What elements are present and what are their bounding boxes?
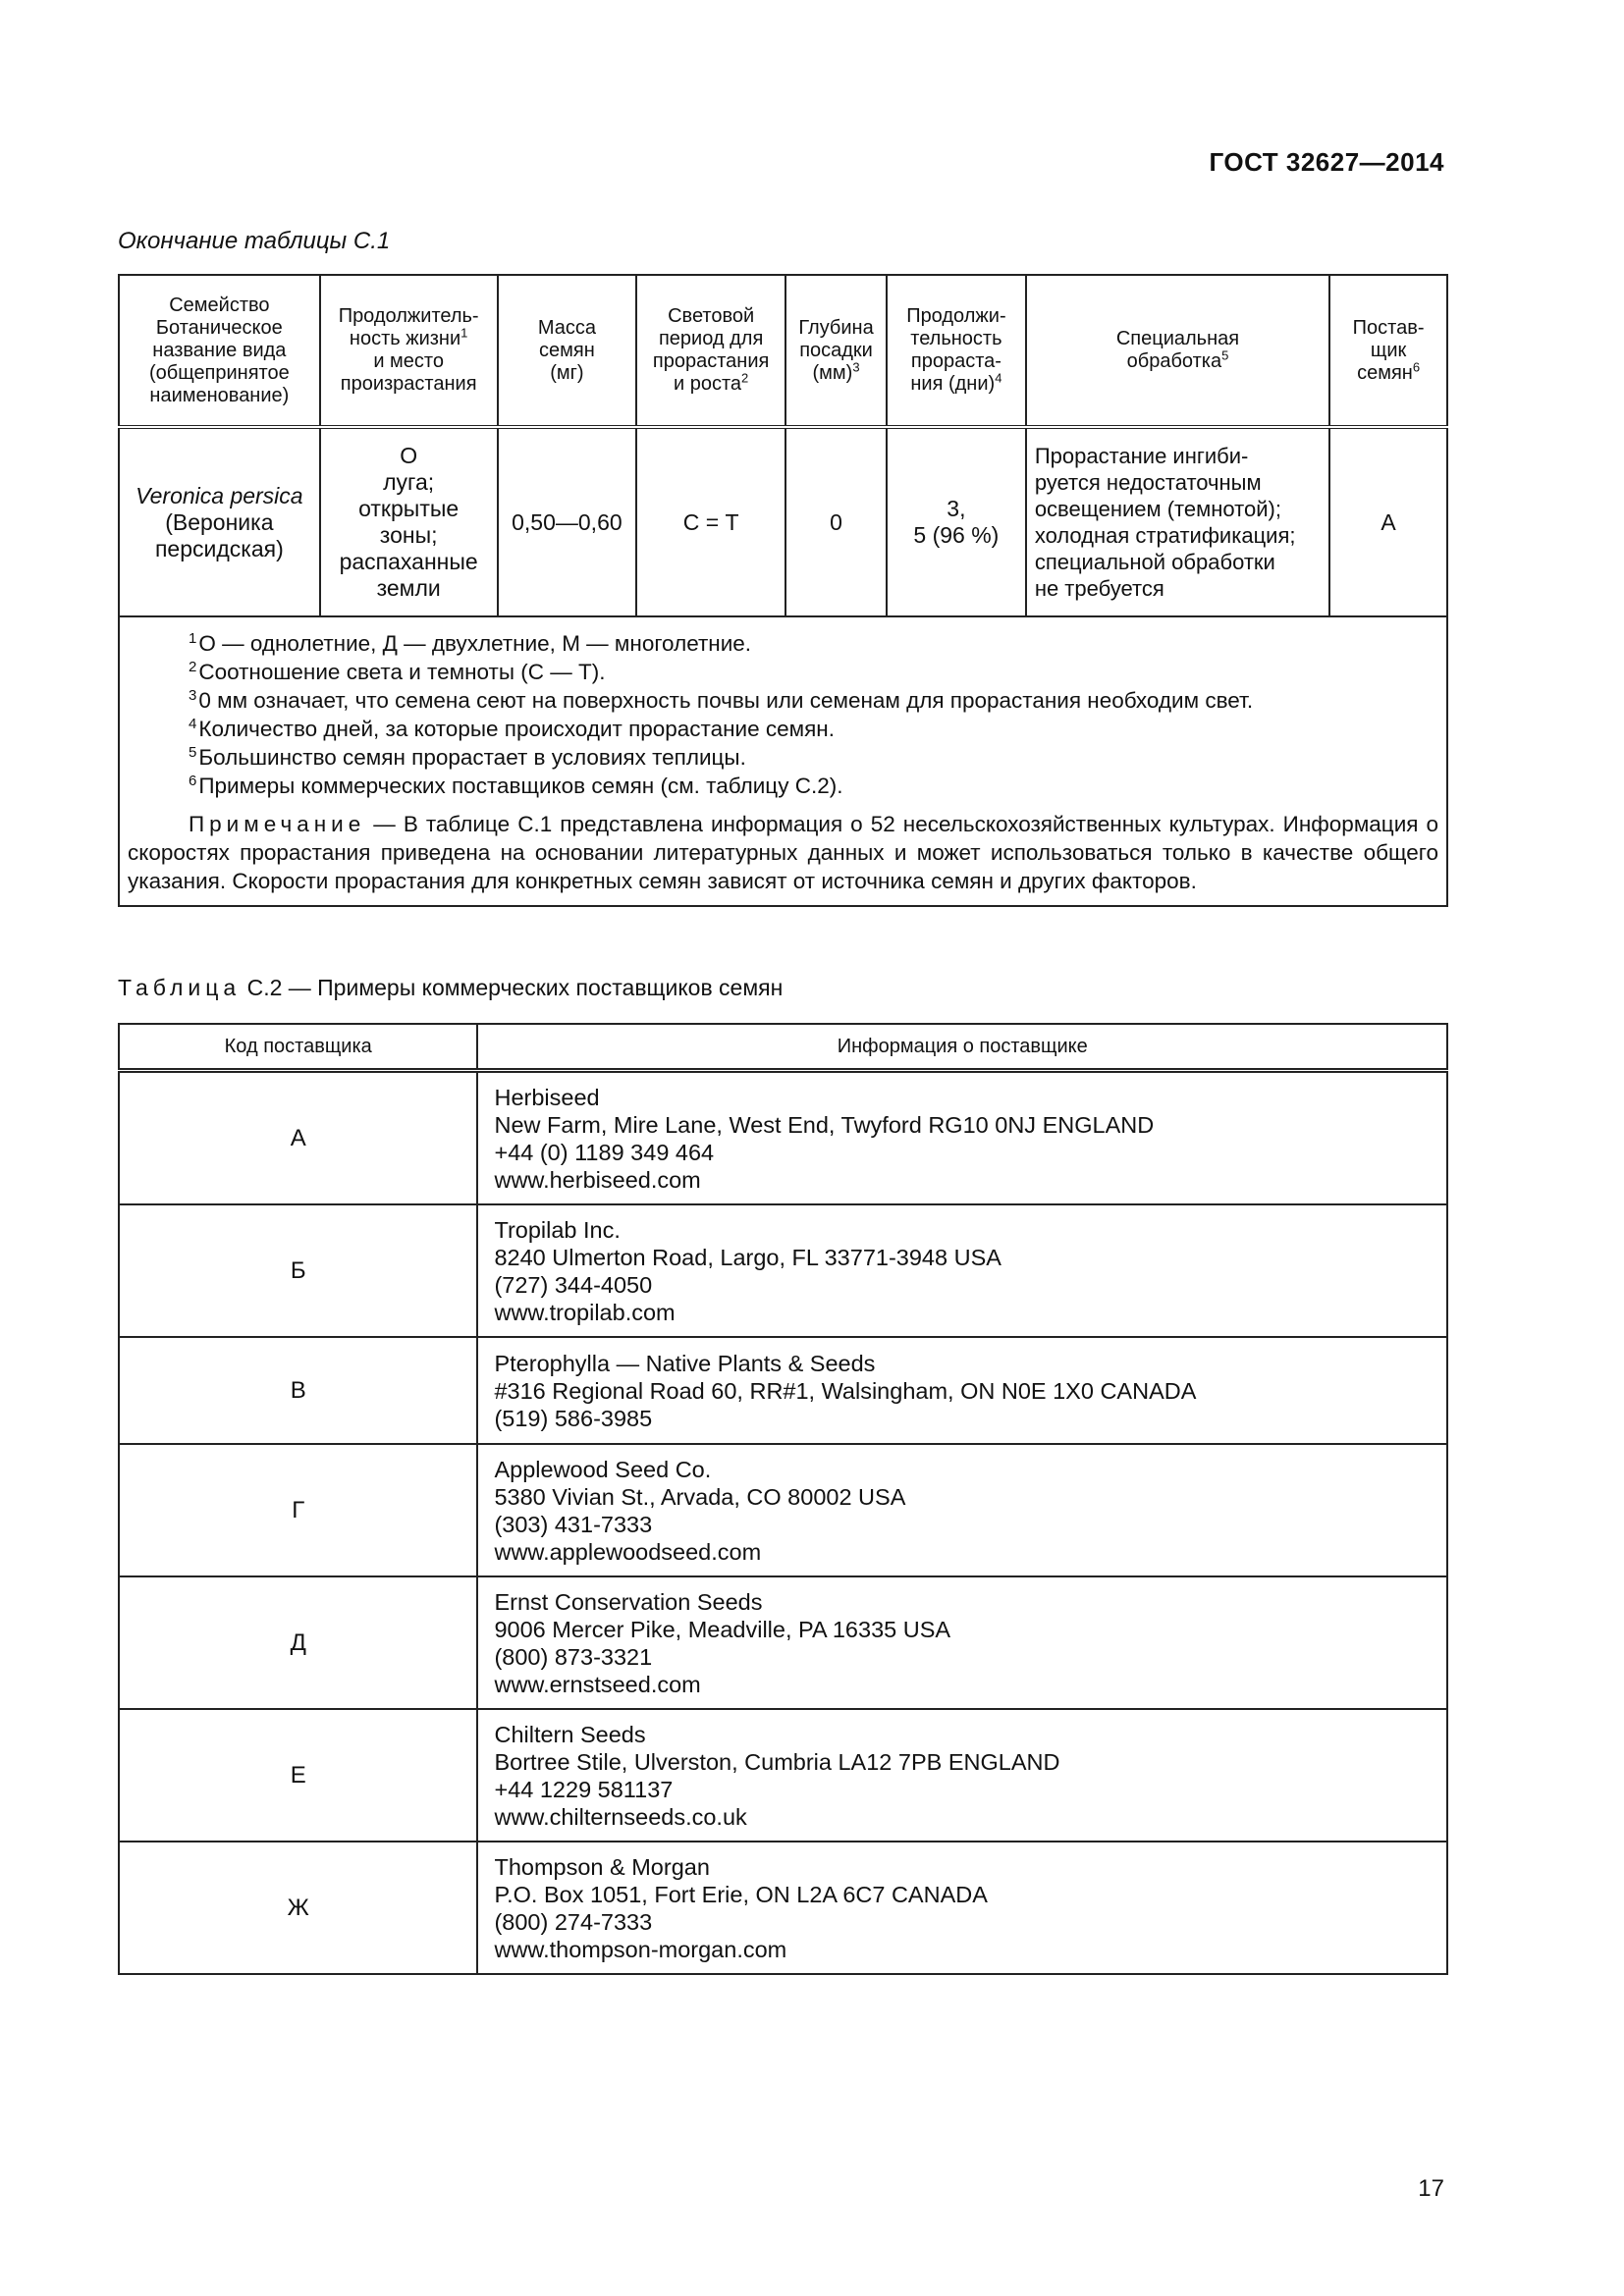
header-treatment: Специальная обработка$^5$ bbox=[1026, 275, 1329, 427]
cell-life: О луга; открытые зоны; распаханные земли bbox=[320, 427, 498, 616]
header-life: Продолжитель- ность жизни$^1$ и место произрастания bbox=[320, 275, 498, 427]
table-row bbox=[119, 1576, 1447, 1709]
cell-treatment: Прорастание ингиби- руется недостаточным освещением (темнотой); холодная стратификация; специальной обработки не требуется bbox=[1026, 427, 1329, 616]
cell-days: 3, 5 (96 %) bbox=[887, 427, 1026, 616]
supplier-code: Б bbox=[119, 1204, 477, 1337]
footnote: $^3$0 мм означает, что семена сеют на поверхность почвы или семенам для прорастания необходим свет. bbox=[189, 686, 1254, 713]
table2-header-row bbox=[119, 1024, 1447, 1071]
table1-data-row bbox=[119, 427, 1447, 616]
supplier-code: А bbox=[119, 1071, 477, 1205]
table-row bbox=[119, 1709, 1447, 1842]
supplier-info: Tropilab Inc. 8240 Ulmerton Road, Largo, FL 33771-3948 USA (727) 344-4050 www.tropilab.com bbox=[477, 1204, 1447, 1337]
cell-light: С = Т bbox=[636, 427, 785, 616]
header-mass: Масса семян (мг) bbox=[498, 275, 637, 427]
header-family: Семейство Ботаническое название вида (общепринятое наименование) bbox=[119, 275, 320, 427]
supplier-info: Herbiseed New Farm, Mire Lane, West End, Twyford RG10 0NJ ENGLAND +44 (0) 1189 349 464 www.herbiseed.com bbox=[477, 1071, 1447, 1205]
header-supplier-code: Код поставщика bbox=[119, 1024, 477, 1071]
page-number: 17 bbox=[1418, 2175, 1444, 2202]
supplier-code: Г bbox=[119, 1444, 477, 1576]
table1-caption: Окончание таблицы С.1 bbox=[118, 228, 391, 254]
supplier-info: Chiltern Seeds Bortree Stile, Ulverston, Cumbria LA12 7PB ENGLAND +44 1229 581137 www.chilternseeds.co.uk bbox=[477, 1709, 1447, 1842]
supplier-info: Pterophylla — Native Plants & Seeds #316 Regional Road 60, RR#1, Walsingham, ON N0E 1X0 CANADA (519) 586-3985 bbox=[477, 1337, 1447, 1444]
header-light: Световой период для прорастания и роста$^2$ bbox=[636, 275, 785, 427]
supplier-info: Applewood Seed Co. 5380 Vivian St., Arvada, CO 80002 USA (303) 431-7333 www.applewoodseed.com bbox=[477, 1444, 1447, 1576]
footnote: $^6$Примеры коммерческих поставщиков семян (см. таблицу С.2). bbox=[189, 772, 843, 798]
supplier-code: Ж bbox=[119, 1842, 477, 1974]
cell-supplier: А bbox=[1329, 427, 1447, 616]
table-row bbox=[119, 1204, 1447, 1337]
supplier-code: Е bbox=[119, 1709, 477, 1842]
footnote: $^5$Большинство семян прорастает в условиях теплицы. bbox=[189, 743, 746, 770]
table-row bbox=[119, 1337, 1447, 1444]
supplier-code: Д bbox=[119, 1576, 477, 1709]
header-supplier: Постав- щик семян$^6$ bbox=[1329, 275, 1447, 427]
supplier-info: Ernst Conservation Seeds 9006 Mercer Pike, Meadville, PA 16335 USA (800) 873-3321 www.ernstseed.com bbox=[477, 1576, 1447, 1709]
supplier-code: В bbox=[119, 1337, 477, 1444]
table1-note: Примечание — В таблице С.1 представлена информация о 52 несельскохозяйственных культурах. Информация о скоростях прорастания приведена на основании литературных данных и может использоваться только в качестве общего указания. Скорости прорастания для конкретных семян зависят от источника семян и других факторов. bbox=[128, 812, 1438, 893]
standard-number: ГОСТ 32627—2014 bbox=[1209, 147, 1444, 177]
table-row bbox=[119, 1842, 1447, 1974]
header-days: Продолжи- тельность прораста- ния (дни)$^4$ bbox=[887, 275, 1026, 427]
footnote: $^1$О — однолетние, Д — двухлетние, М — многолетние. bbox=[189, 629, 752, 656]
supplier-info: Thompson & Morgan P.O. Box 1051, Fort Erie, ON L2A 6C7 CANADA (800) 274-7333 www.thompson-morgan.com bbox=[477, 1842, 1447, 1974]
table1-notes-row bbox=[119, 616, 1447, 906]
header-supplier-info: Информация о поставщике bbox=[477, 1024, 1447, 1071]
table1-notes bbox=[119, 616, 1447, 906]
footnote: $^2$Соотношение света и темноты (С — Т). bbox=[189, 658, 606, 684]
cell-depth: 0 bbox=[785, 427, 887, 616]
table1-header-row bbox=[119, 275, 1447, 427]
cell-species: Veronica persica (Вероника персидская) bbox=[119, 427, 320, 616]
header-depth: Глубина посадки (мм)$^3$ bbox=[785, 275, 887, 427]
footnote: $^4$Количество дней, за которые происходит прорастание семян. bbox=[189, 715, 835, 741]
table-row bbox=[119, 1444, 1447, 1576]
table-row bbox=[119, 1071, 1447, 1205]
table-c2 bbox=[118, 1023, 1448, 1975]
table-c1 bbox=[118, 274, 1448, 907]
table2-caption: Таблица С.2 — Примеры коммерческих поставщиков семян bbox=[118, 975, 784, 1000]
cell-mass: 0,50—0,60 bbox=[498, 427, 637, 616]
